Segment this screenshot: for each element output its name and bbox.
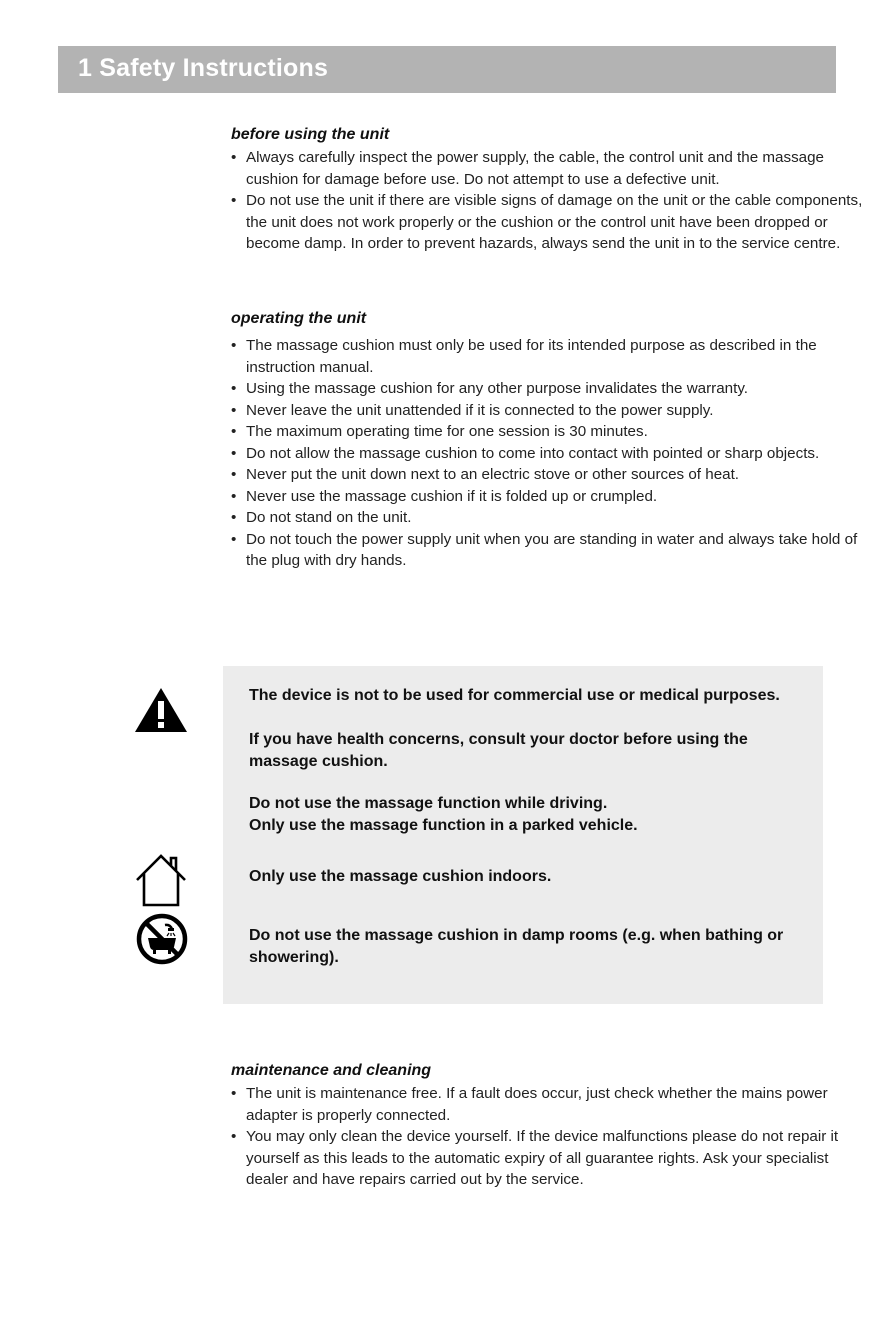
list-item: • Never leave the unit unattended if it is connected to the power supply. xyxy=(231,400,871,422)
operating-section xyxy=(231,310,871,572)
list-item: • Always carefully inspect the power supply, the cable, the control unit and the massage cushion for damage before use. Do not attempt to use a defective unit. xyxy=(231,147,871,190)
before-using-section xyxy=(231,126,871,255)
house-icon xyxy=(133,853,189,907)
maintenance-list xyxy=(231,1083,871,1191)
indoors-notice: Only use the massage cushion indoors. xyxy=(249,868,552,885)
list-item: • Do not use the unit if there are visible signs of damage on the unit or the cable components, the unit does not work properly or the cushion or the control unit have been dropped or become damp. In order to prevent hazards, always send the unit in to the service centre. xyxy=(231,190,871,255)
operating-list xyxy=(231,335,871,572)
safety-notice-box xyxy=(223,666,823,1004)
list-item: • You may only clean the device yourself. If the device malfunctions please do not repair it yourself as this leads to the automatic expiry of all guarantee rights. Ask your specialist dealer and have repairs carried out by the service. xyxy=(231,1126,871,1191)
list-item: • Do not stand on the unit. xyxy=(231,507,871,529)
commercial-use-notice: The device is not to be used for commercial use or medical purposes. xyxy=(249,687,780,704)
before-using-list xyxy=(231,147,871,255)
no-bathing-icon xyxy=(135,912,189,966)
list-item: • Never use the massage cushion if it is folded up or crumpled. xyxy=(231,486,871,508)
operating-heading: operating the unit xyxy=(231,310,367,327)
maintenance-heading: maintenance and cleaning xyxy=(231,1062,432,1079)
list-item: • Using the massage cushion for any other purpose invalidates the warranty. xyxy=(231,378,871,400)
list-item: • The unit is maintenance free. If a fault does occur, just check whether the mains power adapter is properly connected. xyxy=(231,1083,871,1126)
list-item: • The maximum operating time for one session is 30 minutes. xyxy=(231,421,871,443)
list-item: • Never put the unit down next to an electric stove or other sources of heat. xyxy=(231,464,871,486)
parked-vehicle-notice: Only use the massage function in a parked vehicle. xyxy=(249,817,638,834)
maintenance-section xyxy=(231,1062,871,1191)
warning-triangle-icon xyxy=(133,686,189,734)
health-notice: If you have health concerns, consult your doctor before using the massage cushion. xyxy=(249,731,748,770)
before-using-heading: before using the unit xyxy=(231,126,390,143)
section-title-bar xyxy=(58,46,836,93)
damp-rooms-notice: Do not use the massage cushion in damp rooms (e.g. when bathing or showering). xyxy=(249,927,784,966)
list-item: • Do not allow the massage cushion to come into contact with pointed or sharp objects. xyxy=(231,443,871,465)
driving-notice: Do not use the massage function while driving. xyxy=(249,795,608,812)
page-title: 1 Safety Instructions xyxy=(78,54,329,82)
list-item: • The massage cushion must only be used for its intended purpose as described in the instruction manual. xyxy=(231,335,871,378)
list-item: • Do not touch the power supply unit when you are standing in water and always take hold of the plug with dry hands. xyxy=(231,529,871,572)
